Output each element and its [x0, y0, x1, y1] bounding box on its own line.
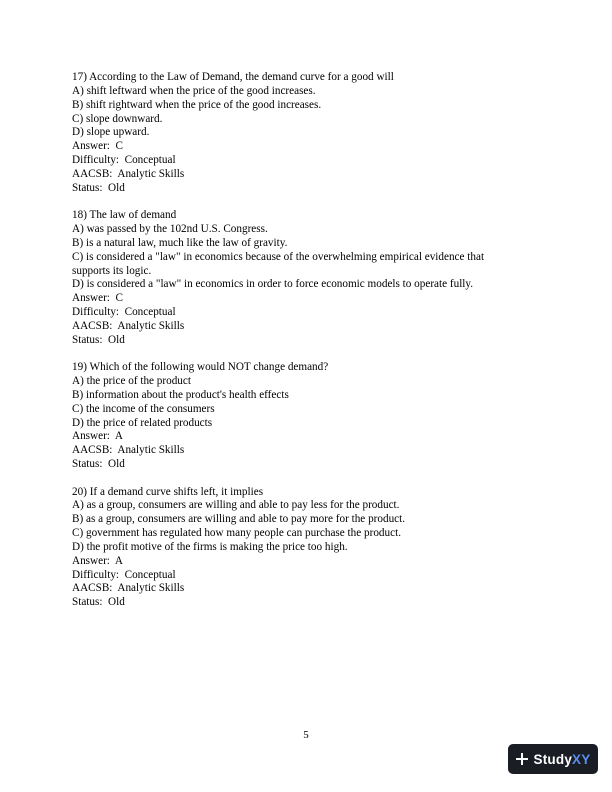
plus-icon [516, 753, 528, 765]
answer-line: Answer: A [72, 430, 123, 443]
question-block [72, 209, 542, 347]
option-c: C) the income of the consumers [72, 402, 215, 415]
option-a: A) shift leftward when the price of the good increases. [72, 84, 316, 97]
question-block [72, 71, 542, 196]
option-c: C) slope downward. [72, 112, 163, 125]
question-block [72, 486, 542, 611]
option-b: B) as a group, consumers are willing and able to pay more for the product. [72, 513, 406, 526]
watermark-text-main: Study [533, 751, 573, 767]
watermark-label [534, 752, 591, 767]
status-line: Status: Old [72, 458, 125, 471]
status-line: Status: Old [72, 181, 125, 194]
status-line: Status: Old [72, 596, 125, 609]
option-d: D) slope upward. [72, 126, 150, 139]
answer-line: Answer: A [72, 554, 123, 567]
answer-line: Answer: C [72, 140, 123, 153]
option-a: A) as a group, consumers are willing and able to pay less for the product. [72, 499, 400, 512]
option-d: D) is considered a "law" in economics in order to force economic models to operate fully. [72, 278, 474, 291]
question-block [72, 361, 542, 472]
option-d: D) the profit motive of the firms is making the price too high. [72, 540, 348, 553]
status-line: Status: Old [72, 333, 125, 346]
option-c: C) government has regulated how many people can purchase the product. [72, 527, 401, 540]
question-stem: 19) Which of the following would NOT change demand? [72, 361, 329, 374]
option-c-continued: supports its logic. [72, 264, 152, 277]
watermark-text-accent: XY [572, 751, 591, 767]
option-d: D) the price of related products [72, 416, 213, 429]
page-number: 5 [303, 729, 309, 741]
aacsb-line: AACSB: Analytic Skills [72, 319, 185, 332]
question-stem: 20) If a demand curve shifts left, it implies [72, 485, 264, 498]
question-stem: 17) According to the Law of Demand, the demand curve for a good will [72, 71, 394, 83]
question-stem: 18) The law of demand [72, 209, 177, 222]
document-body [72, 71, 542, 624]
difficulty-line: Difficulty: Conceptual [72, 154, 176, 167]
option-b: B) shift rightward when the price of the good increases. [72, 98, 322, 111]
option-a: A) was passed by the 102nd U.S. Congress. [72, 223, 268, 236]
answer-line: Answer: C [72, 292, 123, 305]
option-c: C) is considered a "law" in economics because of the overwhelming empirical evidence that [72, 250, 485, 263]
difficulty-line: Difficulty: Conceptual [72, 306, 176, 319]
option-b: B) information about the product's health effects [72, 388, 289, 401]
aacsb-line: AACSB: Analytic Skills [72, 167, 185, 180]
difficulty-line: Difficulty: Conceptual [72, 568, 176, 581]
option-a: A) the price of the product [72, 375, 191, 388]
studyxy-watermark-badge[interactable] [508, 744, 598, 774]
aacsb-line: AACSB: Analytic Skills [72, 444, 185, 457]
option-b: B) is a natural law, much like the law of gravity. [72, 236, 288, 249]
aacsb-line: AACSB: Analytic Skills [72, 582, 185, 595]
